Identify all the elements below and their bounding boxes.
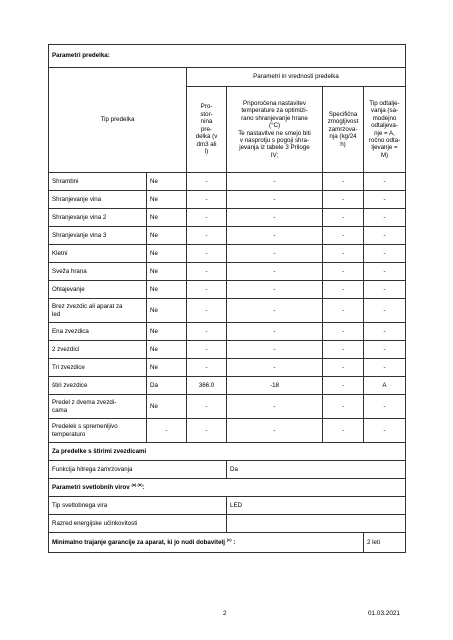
- compartment-temperature: -: [227, 227, 323, 245]
- table-row: [49, 245, 406, 263]
- compartment-defrost-type: -: [364, 209, 406, 227]
- compartment-defrost-type: A: [364, 377, 406, 395]
- compartment-defrost-type: -: [364, 323, 406, 341]
- compartment-name: Ena zvezdica: [49, 323, 147, 341]
- compartment-volume: -: [187, 191, 227, 209]
- compartment-present: Ne: [147, 245, 187, 263]
- compartment-name: 2 zvezdici: [49, 341, 147, 359]
- compartment-present: Ne: [147, 323, 187, 341]
- table-row: [49, 263, 406, 281]
- compartment-freezing-capacity: -: [323, 299, 364, 323]
- compartment-defrost-type: -: [364, 341, 406, 359]
- table-row: [49, 323, 406, 341]
- col-freezing-header: Specifična zmogljivost zamrzova- nja (kg/24 h): [323, 87, 364, 173]
- compartment-temperature: -: [227, 299, 323, 323]
- compartment-temperature: -: [227, 419, 323, 443]
- warranty-value: 2 leti: [364, 533, 406, 553]
- compartment-temperature: -: [227, 281, 323, 299]
- compartment-volume: -: [187, 299, 227, 323]
- compartment-defrost-type: -: [364, 299, 406, 323]
- compartment-freezing-capacity: -: [323, 419, 364, 443]
- compartment-volume: -: [187, 323, 227, 341]
- compartment-freezing-capacity: -: [323, 395, 364, 419]
- compartment-freezing-capacity: -: [323, 245, 364, 263]
- compartment-temperature: -: [227, 323, 323, 341]
- compartment-present: Ne: [147, 281, 187, 299]
- compartment-temperature: -: [227, 245, 323, 263]
- compartment-name: Predel z dvema zvezdi- cama: [49, 395, 147, 419]
- table-row: [49, 281, 406, 299]
- fast-freeze-value: Da: [227, 461, 406, 479]
- light-type-label: Tip svetlobnega vira: [49, 497, 227, 515]
- table-row: [49, 395, 406, 419]
- compartment-defrost-type: -: [364, 395, 406, 419]
- col-defrost-header: Tip odtalje- vanja (sa- modejno odtaljeva- nje = A, ročno odta- ljevanje = M): [364, 87, 406, 173]
- compartment-name: Brez zvezdic ali aparat za led: [49, 299, 147, 323]
- compartment-present: Ne: [147, 227, 187, 245]
- compartment-volume: -: [187, 419, 227, 443]
- compartment-freezing-capacity: -: [323, 281, 364, 299]
- table-row: [49, 173, 406, 191]
- compartment-defrost-type: -: [364, 359, 406, 377]
- fast-freeze-label: Funkcija hitrega zamrzovanja: [49, 461, 227, 479]
- col-group-header: Parametri in vrednosti predelka: [187, 68, 406, 87]
- compartment-defrost-type: -: [364, 173, 406, 191]
- compartment-name: Ohlajevanje: [49, 281, 147, 299]
- compartment-freezing-capacity: -: [323, 341, 364, 359]
- compartment-defrost-type: -: [364, 419, 406, 443]
- table-row: [49, 377, 406, 395]
- compartment-present: Ne: [147, 299, 187, 323]
- compartment-temperature: -: [227, 263, 323, 281]
- table-title: Parametri predelka:: [49, 45, 406, 68]
- compartment-present: Ne: [147, 263, 187, 281]
- compartment-temperature: -18: [227, 377, 323, 395]
- compartment-freezing-capacity: -: [323, 377, 364, 395]
- four-star-header: Za predelke s štirimi zvezdicami: [49, 443, 406, 461]
- table-row: [49, 299, 406, 323]
- compartment-name: Shranjevanje vina 3: [49, 227, 147, 245]
- table-row: [49, 341, 406, 359]
- compartment-present: Ne: [147, 173, 187, 191]
- col-volume-header: Pro- stor- nina pre- delka (v dm3 ali l): [187, 87, 227, 173]
- light-header: Parametri svetlobnih virov $^{(a) (b)}$:: [49, 479, 406, 497]
- compartment-volume: 366.0: [187, 377, 227, 395]
- compartment-temperature: -: [227, 191, 323, 209]
- compartment-volume: -: [187, 341, 227, 359]
- compartment-name: Shranjevanje vina 2: [49, 209, 147, 227]
- compartment-present: -: [147, 419, 187, 443]
- table-row: [49, 419, 406, 443]
- compartment-temperature: -: [227, 341, 323, 359]
- col-temperature-header: Priporočena nastavitev temperature za optimizi- rano shranjevanje hrane (°C) Te nastavitve ne smejo biti v nasprotju s pogoji shra- jevanja iz tabele 3 Priloge IV;: [227, 87, 323, 173]
- compartment-name: Kletni: [49, 245, 147, 263]
- compartment-name: Predelek s spremenljivo temperaturo: [49, 419, 147, 443]
- compartment-name: Shranjevanje vina: [49, 191, 147, 209]
- compartment-parameters-table: [48, 44, 406, 553]
- warranty-label: Minimalno trajanje garancije za aparat, ki jo nudi dobavitelj $^{(c)}$ :: [49, 533, 364, 553]
- compartment-volume: -: [187, 173, 227, 191]
- compartment-volume: -: [187, 263, 227, 281]
- compartment-present: Ne: [147, 209, 187, 227]
- light-type-value: LED: [227, 497, 406, 515]
- compartment-present: Ne: [147, 191, 187, 209]
- compartment-temperature: -: [227, 173, 323, 191]
- col-type-header: Tip predelka: [49, 68, 187, 173]
- compartment-present: Ne: [147, 359, 187, 377]
- compartment-freezing-capacity: -: [323, 209, 364, 227]
- table-row: [49, 359, 406, 377]
- compartment-name: štiri zvezdice: [49, 377, 147, 395]
- compartment-freezing-capacity: -: [323, 263, 364, 281]
- compartment-defrost-type: -: [364, 191, 406, 209]
- table-row: [49, 191, 406, 209]
- compartment-freezing-capacity: -: [323, 227, 364, 245]
- compartment-present: Ne: [147, 341, 187, 359]
- compartment-name: Tri zvezdice: [49, 359, 147, 377]
- compartment-volume: -: [187, 227, 227, 245]
- compartment-volume: -: [187, 281, 227, 299]
- compartment-volume: -: [187, 359, 227, 377]
- compartment-freezing-capacity: -: [323, 191, 364, 209]
- energy-class-label: Razred energijske učinkovitosti: [49, 515, 227, 533]
- compartment-name: Shrambni: [49, 173, 147, 191]
- compartment-volume: -: [187, 395, 227, 419]
- compartment-temperature: -: [227, 359, 323, 377]
- compartment-present: Ne: [147, 395, 187, 419]
- compartment-volume: -: [187, 245, 227, 263]
- footer-date: 01.03.2021: [368, 610, 400, 617]
- compartment-defrost-type: -: [364, 227, 406, 245]
- compartment-name: Sveža hrana: [49, 263, 147, 281]
- compartment-freezing-capacity: -: [323, 323, 364, 341]
- page-number: 2: [223, 610, 227, 617]
- table-row: [49, 209, 406, 227]
- compartment-defrost-type: -: [364, 281, 406, 299]
- table-row: [49, 227, 406, 245]
- compartment-present: Da: [147, 377, 187, 395]
- energy-class-value: [227, 515, 406, 533]
- compartment-volume: -: [187, 209, 227, 227]
- compartment-defrost-type: -: [364, 245, 406, 263]
- compartment-freezing-capacity: -: [323, 173, 364, 191]
- compartment-freezing-capacity: -: [323, 359, 364, 377]
- compartment-temperature: -: [227, 395, 323, 419]
- compartment-temperature: -: [227, 209, 323, 227]
- compartment-defrost-type: -: [364, 263, 406, 281]
